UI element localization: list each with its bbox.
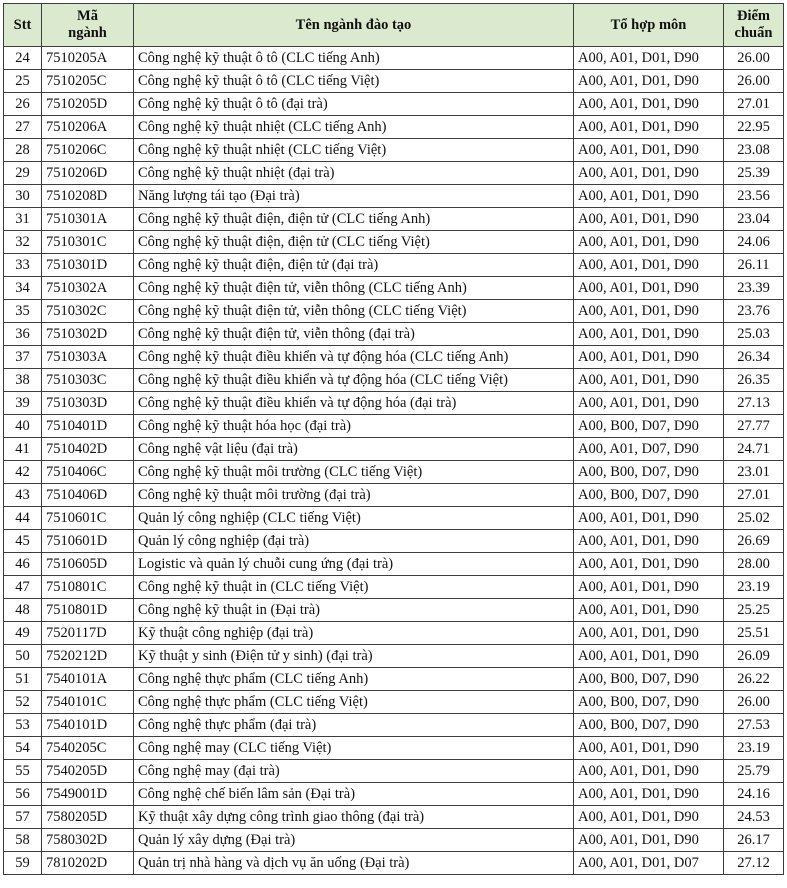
cell-subject-combo: A00, A01, D01, D90 <box>574 576 724 599</box>
cell-subject-combo: A00, A01, D01, D90 <box>574 507 724 530</box>
cell-program-code: 7510206D <box>42 162 134 185</box>
cell-program-code: 7510206A <box>42 116 134 139</box>
cell-benchmark-score: 23.01 <box>724 461 784 484</box>
table-row <box>4 599 784 622</box>
cell-benchmark-score: 24.71 <box>724 438 784 461</box>
cell-subject-combo: A00, B00, D07, D90 <box>574 691 724 714</box>
table-row <box>4 576 784 599</box>
cell-program-name: Công nghệ thực phẩm (CLC tiếng Anh) <box>134 668 574 691</box>
cell-benchmark-score: 27.01 <box>724 484 784 507</box>
cell-stt: 56 <box>4 783 42 806</box>
cell-program-name: Công nghệ kỹ thuật điều khiển và tự động hóa (CLC tiếng Anh) <box>134 346 574 369</box>
cell-program-code: 7510205D <box>42 93 134 116</box>
cell-program-name: Công nghệ kỹ thuật điện, điện tử (đại trà) <box>134 254 574 277</box>
cell-program-name: Quản lý công nghiệp (đại trà) <box>134 530 574 553</box>
cell-subject-combo: A00, A01, D01, D90 <box>574 369 724 392</box>
cell-benchmark-score: 27.77 <box>724 415 784 438</box>
cell-benchmark-score: 24.16 <box>724 783 784 806</box>
table-row <box>4 47 784 70</box>
cell-benchmark-score: 27.12 <box>724 852 784 875</box>
cell-stt: 24 <box>4 47 42 70</box>
table-row <box>4 783 784 806</box>
cell-program-name: Công nghệ kỹ thuật điện tử, viễn thông (CLC tiếng Anh) <box>134 277 574 300</box>
table-row <box>4 530 784 553</box>
cell-stt: 52 <box>4 691 42 714</box>
cell-program-code: 7540101A <box>42 668 134 691</box>
cell-benchmark-score: 25.79 <box>724 760 784 783</box>
cell-program-code: 7510303D <box>42 392 134 415</box>
table-row <box>4 93 784 116</box>
cell-program-name: Công nghệ vật liệu (đại trà) <box>134 438 574 461</box>
table-row <box>4 461 784 484</box>
cell-subject-combo: A00, A01, D01, D90 <box>574 737 724 760</box>
cell-benchmark-score: 23.08 <box>724 139 784 162</box>
cell-stt: 31 <box>4 208 42 231</box>
cell-benchmark-score: 23.76 <box>724 300 784 323</box>
header-row <box>4 4 784 47</box>
cell-benchmark-score: 26.17 <box>724 829 784 852</box>
cell-subject-combo: A00, A01, D01, D90 <box>574 47 724 70</box>
cell-subject-combo: A00, A01, D01, D90 <box>574 300 724 323</box>
cell-program-name: Công nghệ kỹ thuật nhiệt (đại trà) <box>134 162 574 185</box>
cell-benchmark-score: 25.02 <box>724 507 784 530</box>
cell-program-name: Công nghệ kỹ thuật điện tử, viễn thông (CLC tiếng Việt) <box>134 300 574 323</box>
cell-program-name: Quản lý xây dựng (Đại trà) <box>134 829 574 852</box>
cell-stt: 51 <box>4 668 42 691</box>
cell-stt: 58 <box>4 829 42 852</box>
cell-program-name: Kỹ thuật công nghiệp (đại trà) <box>134 622 574 645</box>
cell-stt: 26 <box>4 93 42 116</box>
table-row <box>4 714 784 737</box>
cell-subject-combo: A00, A01, D01, D90 <box>574 323 724 346</box>
cell-program-code: 7510302D <box>42 323 134 346</box>
cell-benchmark-score: 26.11 <box>724 254 784 277</box>
table-row <box>4 277 784 300</box>
header-stt: Stt <box>4 4 42 47</box>
cell-program-code: 7510303A <box>42 346 134 369</box>
table-row <box>4 162 784 185</box>
table-row <box>4 829 784 852</box>
cell-subject-combo: A00, A01, D07, D90 <box>574 438 724 461</box>
table-row <box>4 185 784 208</box>
header-code-line2: ngành <box>68 25 107 41</box>
table-header <box>4 4 784 47</box>
cell-program-name: Năng lượng tái tạo (Đại trà) <box>134 185 574 208</box>
cell-benchmark-score: 23.56 <box>724 185 784 208</box>
cell-benchmark-score: 26.00 <box>724 70 784 93</box>
cell-stt: 32 <box>4 231 42 254</box>
cell-program-name: Công nghệ kỹ thuật môi trường (đại trà) <box>134 484 574 507</box>
table-row <box>4 392 784 415</box>
cell-program-code: 7540101C <box>42 691 134 714</box>
cell-benchmark-score: 23.39 <box>724 277 784 300</box>
cell-benchmark-score: 23.04 <box>724 208 784 231</box>
cell-benchmark-score: 25.25 <box>724 599 784 622</box>
cell-stt: 35 <box>4 300 42 323</box>
cell-program-code: 7580302D <box>42 829 134 852</box>
cell-subject-combo: A00, B00, D07, D90 <box>574 668 724 691</box>
cell-program-code: 7510302C <box>42 300 134 323</box>
cell-subject-combo: A00, B00, D07, D90 <box>574 714 724 737</box>
cell-program-code: 7510302A <box>42 277 134 300</box>
cell-program-name: Công nghệ kỹ thuật điều khiển và tự động hóa (CLC tiếng Việt) <box>134 369 574 392</box>
cell-program-name: Công nghệ thực phẩm (đại trà) <box>134 714 574 737</box>
table-row <box>4 369 784 392</box>
table-row <box>4 208 784 231</box>
cell-program-code: 7510402D <box>42 438 134 461</box>
cell-program-code: 7510801D <box>42 599 134 622</box>
cell-program-name: Công nghệ chế biến lâm sản (Đại trà) <box>134 783 574 806</box>
cell-program-name: Công nghệ thực phẩm (CLC tiếng Việt) <box>134 691 574 714</box>
cell-subject-combo: A00, A01, D01, D90 <box>574 254 724 277</box>
cell-subject-combo: A00, A01, D01, D07 <box>574 852 724 875</box>
cell-program-name: Quản lý công nghiệp (CLC tiếng Việt) <box>134 507 574 530</box>
cell-program-name: Công nghệ may (đại trà) <box>134 760 574 783</box>
cell-subject-combo: A00, A01, D01, D90 <box>574 645 724 668</box>
table-row <box>4 622 784 645</box>
cell-subject-combo: A00, A01, D01, D90 <box>574 185 724 208</box>
table-row <box>4 346 784 369</box>
cell-subject-combo: A00, A01, D01, D90 <box>574 346 724 369</box>
cell-benchmark-score: 24.53 <box>724 806 784 829</box>
cell-program-code: 7510601C <box>42 507 134 530</box>
cell-benchmark-score: 25.51 <box>724 622 784 645</box>
cell-subject-combo: A00, A01, D01, D90 <box>574 162 724 185</box>
cell-subject-combo: A00, A01, D01, D90 <box>574 806 724 829</box>
cell-program-code: 7510406D <box>42 484 134 507</box>
cell-program-code: 7810202D <box>42 852 134 875</box>
cell-benchmark-score: 25.39 <box>724 162 784 185</box>
cell-subject-combo: A00, A01, D01, D90 <box>574 553 724 576</box>
cell-stt: 46 <box>4 553 42 576</box>
cell-subject-combo: A00, A01, D01, D90 <box>574 277 724 300</box>
cell-benchmark-score: 26.09 <box>724 645 784 668</box>
cell-stt: 41 <box>4 438 42 461</box>
table-body <box>4 47 784 875</box>
cell-stt: 29 <box>4 162 42 185</box>
cell-benchmark-score: 26.69 <box>724 530 784 553</box>
cell-stt: 28 <box>4 139 42 162</box>
table-row <box>4 645 784 668</box>
cell-subject-combo: A00, A01, D01, D90 <box>574 93 724 116</box>
cell-stt: 36 <box>4 323 42 346</box>
cell-program-name: Công nghệ kỹ thuật môi trường (CLC tiếng Việt) <box>134 461 574 484</box>
cell-subject-combo: A00, A01, D01, D90 <box>574 599 724 622</box>
cell-program-code: 7520212D <box>42 645 134 668</box>
cell-subject-combo: A00, B00, D07, D90 <box>574 484 724 507</box>
cell-program-name: Công nghệ kỹ thuật ô tô (CLC tiếng Anh) <box>134 47 574 70</box>
cell-program-code: 7540101D <box>42 714 134 737</box>
cell-subject-combo: A00, A01, D01, D90 <box>574 208 724 231</box>
cell-stt: 40 <box>4 415 42 438</box>
table-row <box>4 415 784 438</box>
cell-subject-combo: A00, A01, D01, D90 <box>574 116 724 139</box>
cell-stt: 53 <box>4 714 42 737</box>
cell-stt: 39 <box>4 392 42 415</box>
cell-subject-combo: A00, A01, D01, D90 <box>574 622 724 645</box>
cell-program-name: Công nghệ kỹ thuật in (CLC tiếng Việt) <box>134 576 574 599</box>
table-row <box>4 691 784 714</box>
table-row <box>4 553 784 576</box>
cell-stt: 34 <box>4 277 42 300</box>
cell-program-name: Công nghệ kỹ thuật điện tử, viễn thông (đại trà) <box>134 323 574 346</box>
cell-program-name: Công nghệ kỹ thuật hóa học (đại trà) <box>134 415 574 438</box>
cell-program-code: 7510601D <box>42 530 134 553</box>
table-row <box>4 760 784 783</box>
cell-stt: 57 <box>4 806 42 829</box>
cell-benchmark-score: 28.00 <box>724 553 784 576</box>
cell-subject-combo: A00, B00, D07, D90 <box>574 415 724 438</box>
table-row <box>4 139 784 162</box>
cell-benchmark-score: 22.95 <box>724 116 784 139</box>
admission-score-table <box>3 3 784 875</box>
cell-benchmark-score: 26.35 <box>724 369 784 392</box>
cell-program-code: 7510301A <box>42 208 134 231</box>
header-code-line1: Mã <box>77 8 98 24</box>
table-row <box>4 806 784 829</box>
cell-program-name: Công nghệ kỹ thuật in (Đại trà) <box>134 599 574 622</box>
table-row <box>4 300 784 323</box>
cell-stt: 59 <box>4 852 42 875</box>
cell-program-name: Công nghệ kỹ thuật điện, điện tử (CLC tiếng Anh) <box>134 208 574 231</box>
table-row <box>4 737 784 760</box>
cell-program-name: Kỹ thuật xây dựng công trình giao thông (đại trà) <box>134 806 574 829</box>
cell-stt: 33 <box>4 254 42 277</box>
cell-program-code: 7510206C <box>42 139 134 162</box>
cell-stt: 47 <box>4 576 42 599</box>
table-row <box>4 668 784 691</box>
cell-subject-combo: A00, A01, D01, D90 <box>574 70 724 93</box>
cell-program-code: 7510205A <box>42 47 134 70</box>
cell-benchmark-score: 27.13 <box>724 392 784 415</box>
cell-program-name: Công nghệ kỹ thuật nhiệt (CLC tiếng Việt) <box>134 139 574 162</box>
cell-stt: 38 <box>4 369 42 392</box>
cell-subject-combo: A00, B00, D07, D90 <box>574 461 724 484</box>
table-row <box>4 116 784 139</box>
cell-program-code: 7510205C <box>42 70 134 93</box>
cell-program-name: Công nghệ kỹ thuật nhiệt (CLC tiếng Anh) <box>134 116 574 139</box>
table-row <box>4 231 784 254</box>
cell-program-name: Công nghệ kỹ thuật ô tô (đại trà) <box>134 93 574 116</box>
table-row <box>4 254 784 277</box>
cell-stt: 50 <box>4 645 42 668</box>
cell-benchmark-score: 25.03 <box>724 323 784 346</box>
header-score-line2: chuẩn <box>734 25 773 41</box>
cell-program-code: 7510301C <box>42 231 134 254</box>
cell-stt: 43 <box>4 484 42 507</box>
cell-stt: 27 <box>4 116 42 139</box>
header-score <box>724 4 784 47</box>
table-row <box>4 70 784 93</box>
table-row <box>4 484 784 507</box>
cell-benchmark-score: 27.53 <box>724 714 784 737</box>
header-score-line1: Điểm <box>736 8 770 24</box>
cell-program-code: 7510605D <box>42 553 134 576</box>
cell-benchmark-score: 26.00 <box>724 47 784 70</box>
cell-subject-combo: A00, A01, D01, D90 <box>574 829 724 852</box>
cell-benchmark-score: 26.22 <box>724 668 784 691</box>
header-subject-combo: Tổ hợp môn <box>574 4 724 47</box>
table-row <box>4 507 784 530</box>
cell-program-name: Công nghệ may (CLC tiếng Việt) <box>134 737 574 760</box>
cell-program-code: 7540205D <box>42 760 134 783</box>
cell-program-code: 7510303C <box>42 369 134 392</box>
cell-stt: 48 <box>4 599 42 622</box>
cell-subject-combo: A00, A01, D01, D90 <box>574 783 724 806</box>
cell-program-name: Quản trị nhà hàng và dịch vụ ăn uống (Đại trà) <box>134 852 574 875</box>
cell-program-name: Công nghệ kỹ thuật điện, điện tử (CLC tiếng Việt) <box>134 231 574 254</box>
cell-benchmark-score: 27.01 <box>724 93 784 116</box>
table-row <box>4 852 784 875</box>
cell-stt: 37 <box>4 346 42 369</box>
cell-subject-combo: A00, A01, D01, D90 <box>574 530 724 553</box>
cell-stt: 25 <box>4 70 42 93</box>
cell-stt: 30 <box>4 185 42 208</box>
cell-stt: 49 <box>4 622 42 645</box>
header-program-name: Tên ngành đào tạo <box>134 4 574 47</box>
cell-subject-combo: A00, A01, D01, D90 <box>574 392 724 415</box>
cell-program-code: 7510401D <box>42 415 134 438</box>
table-row <box>4 438 784 461</box>
cell-program-name: Công nghệ kỹ thuật điều khiển và tự động hóa (đại trà) <box>134 392 574 415</box>
cell-program-name: Logistic và quản lý chuỗi cung ứng (đại trà) <box>134 553 574 576</box>
cell-program-code: 7510801C <box>42 576 134 599</box>
cell-subject-combo: A00, A01, D01, D90 <box>574 139 724 162</box>
cell-subject-combo: A00, A01, D01, D90 <box>574 760 724 783</box>
cell-benchmark-score: 23.19 <box>724 576 784 599</box>
cell-stt: 42 <box>4 461 42 484</box>
header-code <box>42 4 134 47</box>
cell-benchmark-score: 23.19 <box>724 737 784 760</box>
cell-program-name: Công nghệ kỹ thuật ô tô (CLC tiếng Việt) <box>134 70 574 93</box>
cell-program-code: 7549001D <box>42 783 134 806</box>
cell-program-code: 7510406C <box>42 461 134 484</box>
cell-stt: 45 <box>4 530 42 553</box>
cell-program-code: 7510208D <box>42 185 134 208</box>
cell-program-code: 7580205D <box>42 806 134 829</box>
cell-program-name: Kỹ thuật y sinh (Điện tử y sinh) (đại trà) <box>134 645 574 668</box>
cell-benchmark-score: 26.34 <box>724 346 784 369</box>
cell-program-code: 7540205C <box>42 737 134 760</box>
cell-program-code: 7520117D <box>42 622 134 645</box>
cell-stt: 54 <box>4 737 42 760</box>
table-row <box>4 323 784 346</box>
cell-stt: 44 <box>4 507 42 530</box>
cell-benchmark-score: 26.00 <box>724 691 784 714</box>
cell-program-code: 7510301D <box>42 254 134 277</box>
cell-subject-combo: A00, A01, D01, D90 <box>574 231 724 254</box>
cell-benchmark-score: 24.06 <box>724 231 784 254</box>
cell-stt: 55 <box>4 760 42 783</box>
